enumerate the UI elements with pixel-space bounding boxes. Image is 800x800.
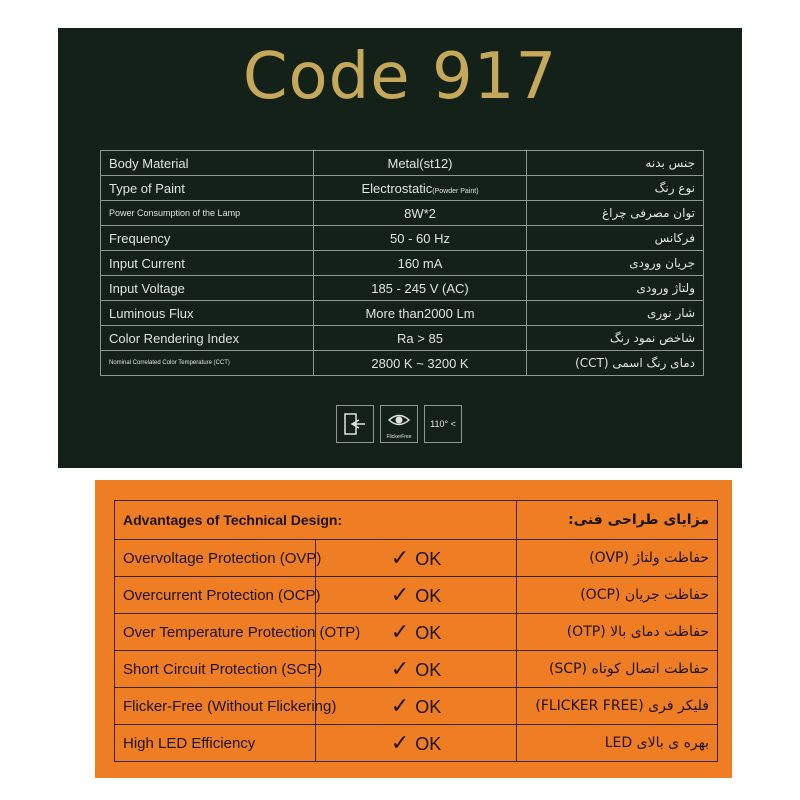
ok-label: OK bbox=[415, 660, 442, 680]
table-row bbox=[101, 276, 704, 301]
check-icon: ✓ bbox=[390, 545, 410, 570]
feature-label: Overvoltage Protection (OVP) bbox=[115, 540, 316, 577]
beam-angle-label: 110° < bbox=[430, 419, 456, 429]
spec-value: Metal(st12) bbox=[314, 151, 527, 176]
table-row bbox=[115, 651, 718, 688]
table-row bbox=[101, 176, 704, 201]
spec-label: Nominal Correlated Color Temperature (CCT) bbox=[101, 351, 314, 376]
feature-icons bbox=[336, 405, 462, 447]
spec-value-note: (Powder Paint) bbox=[432, 187, 479, 195]
spec-value: 185 - 245 V (AC) bbox=[314, 276, 527, 301]
spec-label-fa: ولتاژ ورودی bbox=[527, 276, 704, 301]
spec-label: Input Current bbox=[101, 251, 314, 276]
table-row bbox=[101, 326, 704, 351]
spec-value: 160 mA bbox=[314, 251, 527, 276]
ok-label: OK bbox=[415, 623, 442, 643]
table-row bbox=[115, 614, 718, 651]
spec-value bbox=[314, 176, 527, 201]
table-row bbox=[101, 151, 704, 176]
flicker-free-label: FlickerFree bbox=[386, 434, 412, 440]
spec-value: 2800 K ~ 3200 K bbox=[314, 351, 527, 376]
ok-cell bbox=[316, 651, 517, 688]
spec-label-fa: جریان ورودی bbox=[527, 251, 704, 276]
exit-door-icon bbox=[336, 405, 374, 443]
spec-label: Frequency bbox=[101, 226, 314, 251]
exit-door-glyph bbox=[342, 411, 368, 437]
advantages-header-en: Advantages of Technical Design: bbox=[115, 501, 517, 540]
feature-label-fa: حفاظت دمای بالا (OTP) bbox=[517, 614, 718, 651]
spec-value: 50 - 60 Hz bbox=[314, 226, 527, 251]
spec-label: Type of Paint bbox=[101, 176, 314, 201]
ok-cell bbox=[316, 688, 517, 725]
feature-label: Flicker-Free (Without Flickering) bbox=[115, 688, 316, 725]
table-row bbox=[101, 201, 704, 226]
eye-glyph bbox=[387, 410, 411, 430]
check-icon: ✓ bbox=[390, 693, 410, 718]
ok-label: OK bbox=[415, 549, 442, 569]
table-header-row bbox=[115, 501, 718, 540]
spec-value: More than2000 Lm bbox=[314, 301, 527, 326]
feature-label-fa: حفاظت جریان (OCP) bbox=[517, 577, 718, 614]
ok-label: OK bbox=[415, 734, 442, 754]
check-icon: ✓ bbox=[390, 730, 410, 755]
check-icon: ✓ bbox=[390, 582, 410, 607]
feature-label-fa: فلیکر فری (FLICKER FREE) bbox=[517, 688, 718, 725]
spec-label-fa: توان مصرفی چراغ bbox=[527, 201, 704, 226]
feature-label-fa: حفاظت ولتاژ (OVP) bbox=[517, 540, 718, 577]
check-icon: ✓ bbox=[390, 619, 410, 644]
feature-label: High LED Efficiency bbox=[115, 725, 316, 762]
spec-table bbox=[100, 150, 704, 376]
table-row bbox=[101, 351, 704, 376]
spec-label-fa: جنس بدنه bbox=[527, 151, 704, 176]
spec-value: 8W*2 bbox=[314, 201, 527, 226]
feature-label-fa: بهره ی بالای LED bbox=[517, 725, 718, 762]
table-row bbox=[115, 577, 718, 614]
spec-value: Ra > 85 bbox=[314, 326, 527, 351]
ok-cell bbox=[316, 577, 517, 614]
spec-label: Luminous Flux bbox=[101, 301, 314, 326]
angle-icon bbox=[424, 405, 462, 443]
feature-label-fa: حفاظت اتصال کوتاه (SCP) bbox=[517, 651, 718, 688]
advantages-header-fa: مزایای طراحی فنی: bbox=[517, 501, 718, 540]
advantages-table bbox=[114, 500, 718, 762]
feature-label: Over Temperature Protection (OTP) bbox=[115, 614, 316, 651]
feature-label: Overcurrent Protection (OCP) bbox=[115, 577, 316, 614]
page-title: Code 917 bbox=[242, 40, 558, 114]
ok-cell bbox=[316, 725, 517, 762]
ok-label: OK bbox=[415, 586, 442, 606]
feature-label: Short Circuit Protection (SCP) bbox=[115, 651, 316, 688]
spec-label: Input Voltage bbox=[101, 276, 314, 301]
spec-label-fa: شار نوری bbox=[527, 301, 704, 326]
spec-label: Power Consumption of the Lamp bbox=[101, 201, 314, 226]
ok-cell bbox=[316, 540, 517, 577]
spec-label-fa: نوع رنگ bbox=[527, 176, 704, 201]
ok-label: OK bbox=[415, 697, 442, 717]
table-row bbox=[101, 226, 704, 251]
table-row bbox=[101, 301, 704, 326]
spec-label: Color Rendering Index bbox=[101, 326, 314, 351]
check-icon: ✓ bbox=[390, 656, 410, 681]
spec-label: Body Material bbox=[101, 151, 314, 176]
spec-value-text: Electrostatic bbox=[361, 180, 433, 196]
table-row bbox=[115, 725, 718, 762]
spec-label-fa: دمای رنگ اسمی (CCT) bbox=[527, 351, 704, 376]
table-row bbox=[115, 540, 718, 577]
table-row bbox=[115, 688, 718, 725]
table-row bbox=[101, 251, 704, 276]
eye-icon bbox=[380, 405, 418, 443]
spec-label-fa: فرکانس bbox=[527, 226, 704, 251]
spec-label-fa: شاخص نمود رنگ bbox=[527, 326, 704, 351]
